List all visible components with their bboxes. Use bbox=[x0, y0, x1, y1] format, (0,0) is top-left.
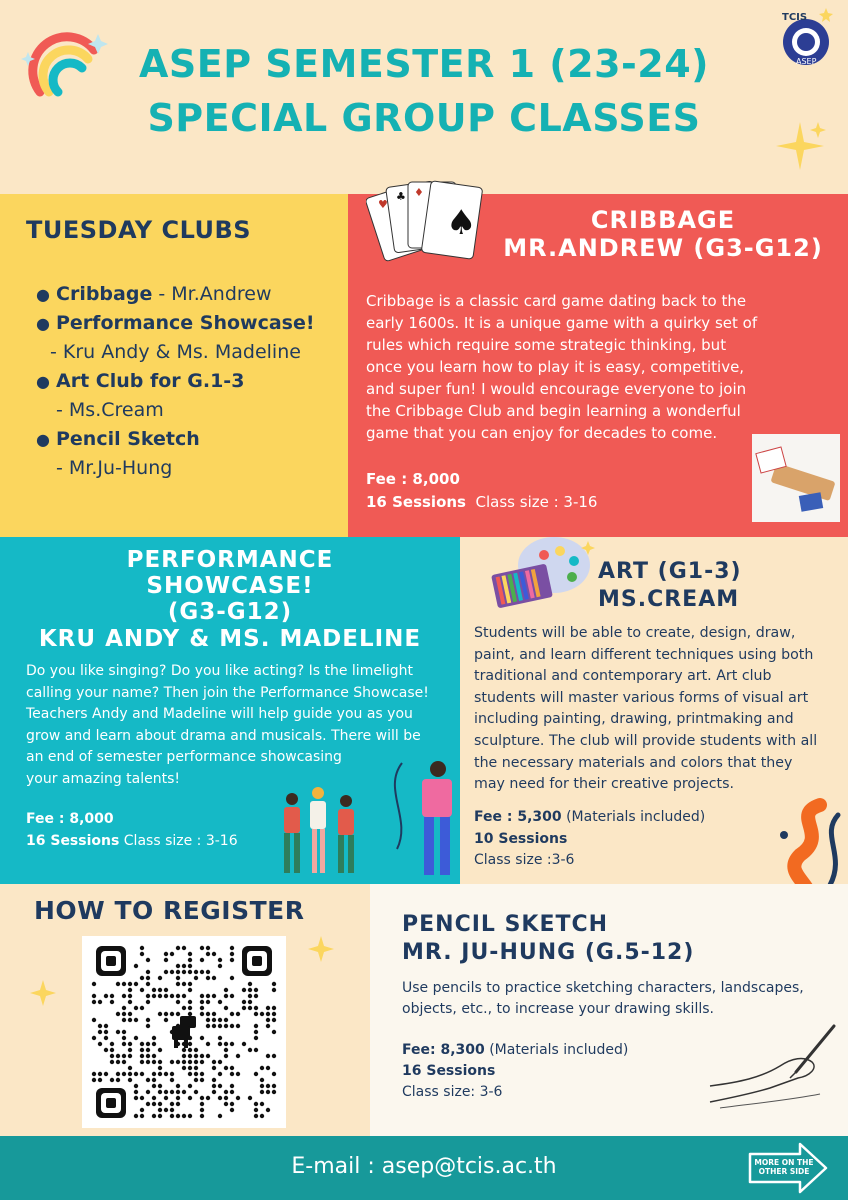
performance-description: Do you like singing? Do you like acting? Is the limelight calling your name? Then join the Performance Showcase! Teachers Andy and Madeline will help guide you as you grow and learn about drama and musicals. There will be an end of semester performance showcasing your amazing talents! bbox=[26, 663, 429, 787]
tuesday-clubs-heading: TUESDAY CLUBS bbox=[26, 216, 252, 244]
pencil-title-line-1: PENCIL SKETCH bbox=[402, 912, 609, 937]
cribbage-title-line-2: MR.ANDREW (G3-G12) bbox=[503, 234, 823, 262]
footer bbox=[0, 1136, 848, 1200]
register-panel bbox=[0, 884, 370, 1136]
art-fee: Fee : 5,300 (Materials included) bbox=[474, 809, 706, 825]
pencil-description: Use pencils to practice sketching characters, landscapes, objects, etc., to increase your drawing skills. bbox=[402, 980, 804, 1017]
more-on-other-side-label: MORE ON THE OTHER SIDE bbox=[754, 1158, 814, 1176]
pencil-class-size: Class size: 3-6 bbox=[402, 1084, 503, 1100]
performance-sessions: 16 Sessions Class size : 3-16 bbox=[26, 833, 238, 849]
art-title-line-2: MS.CREAM bbox=[598, 587, 740, 612]
how-to-register-heading: HOW TO REGISTER bbox=[34, 896, 305, 925]
pencil-fee: Fee: 8,300 (Materials included) bbox=[402, 1042, 629, 1058]
tcis-asep-logo bbox=[776, 6, 836, 68]
sparkle-icon bbox=[28, 978, 58, 1008]
pencil-sketch-panel bbox=[370, 884, 848, 1136]
art-description: Students will be able to create, design, draw, paint, and learn different techniques using both traditional and contemporary art. Art club students will master various forms of visual art including painting, drawing, printmaking and sculpture. The club will provide students with all the necessary materials and colors that they may need for their creative projects. bbox=[474, 625, 818, 793]
performers-illustration bbox=[262, 749, 462, 884]
art-class-size: Class size :3-6 bbox=[474, 852, 575, 868]
performance-title-line-3: (G3-G12) bbox=[167, 599, 293, 625]
cribbage-description: Cribbage is a classic card game dating back to the early 1600s. It is a unique game with a quirky set of rules which require some strategic thinking, but once you learn how to play it is easy, competitive, and super fun! I would encourage everyone to join the Cribbage Club and begin learning a wonderful game that you can enjoy for decades to come. bbox=[366, 292, 758, 442]
contact-email[interactable]: E-mail : asep@tcis.ac.th bbox=[291, 1154, 557, 1179]
pencil-sessions: 16 Sessions bbox=[402, 1063, 496, 1079]
svg-text:♥: ♥ bbox=[378, 198, 388, 211]
performance-panel bbox=[0, 537, 460, 884]
svg-text:TCIS: TCIS bbox=[782, 12, 808, 23]
list-item: ● Cribbage - Mr.Andrew bbox=[36, 283, 272, 305]
cribbage-board-photo bbox=[752, 434, 840, 522]
cribbage-title-line-1: CRIBBAGE bbox=[590, 206, 736, 234]
title-line-2: SPECIAL GROUP CLASSES bbox=[147, 96, 701, 140]
art-title-line-1: ART (G1-3) bbox=[598, 559, 742, 584]
sparkle-icon bbox=[772, 118, 828, 174]
hand-drawing-illustration bbox=[700, 1016, 840, 1116]
header bbox=[0, 0, 848, 194]
performance-title-line-1: PERFORMANCE bbox=[126, 547, 334, 573]
art-sessions: 10 Sessions bbox=[474, 831, 568, 847]
cribbage-fee: Fee : 8,000 bbox=[366, 470, 460, 488]
registration-qr-code[interactable] bbox=[82, 936, 286, 1128]
title-line-1: ASEP SEMESTER 1 (23-24) bbox=[138, 42, 710, 86]
cribbage-sessions: 16 Sessions Class size : 3-16 bbox=[366, 493, 598, 511]
svg-text:♠: ♠ bbox=[446, 203, 477, 243]
pencil-title-line-2: MR. JU-HUNG (G.5-12) bbox=[402, 940, 695, 965]
svg-text:ASEP: ASEP bbox=[796, 57, 817, 66]
cribbage-panel bbox=[348, 186, 848, 537]
svg-text:♣: ♣ bbox=[396, 190, 406, 203]
club-list bbox=[36, 280, 315, 483]
tuesday-clubs-panel bbox=[0, 194, 348, 537]
list-item: ● Art Club for G.1-3 - Ms.Cream bbox=[36, 370, 245, 421]
performance-title-line-2: SHOWCASE! bbox=[146, 573, 314, 599]
list-item: ● Pencil Sketch - Mr.Ju-Hung bbox=[36, 428, 200, 479]
performance-title-line-4: KRU ANDY & MS. MADELINE bbox=[38, 626, 422, 652]
list-item: ● Performance Showcase! - Kru Andy & Ms. Madeline bbox=[36, 312, 315, 363]
performance-fee: Fee : 8,000 bbox=[26, 811, 114, 827]
playing-cards-icon bbox=[366, 172, 496, 272]
sparkle-icon bbox=[306, 934, 336, 964]
svg-text:♦: ♦ bbox=[414, 186, 424, 199]
art-panel bbox=[460, 537, 848, 884]
art-supplies-icon bbox=[488, 527, 598, 611]
